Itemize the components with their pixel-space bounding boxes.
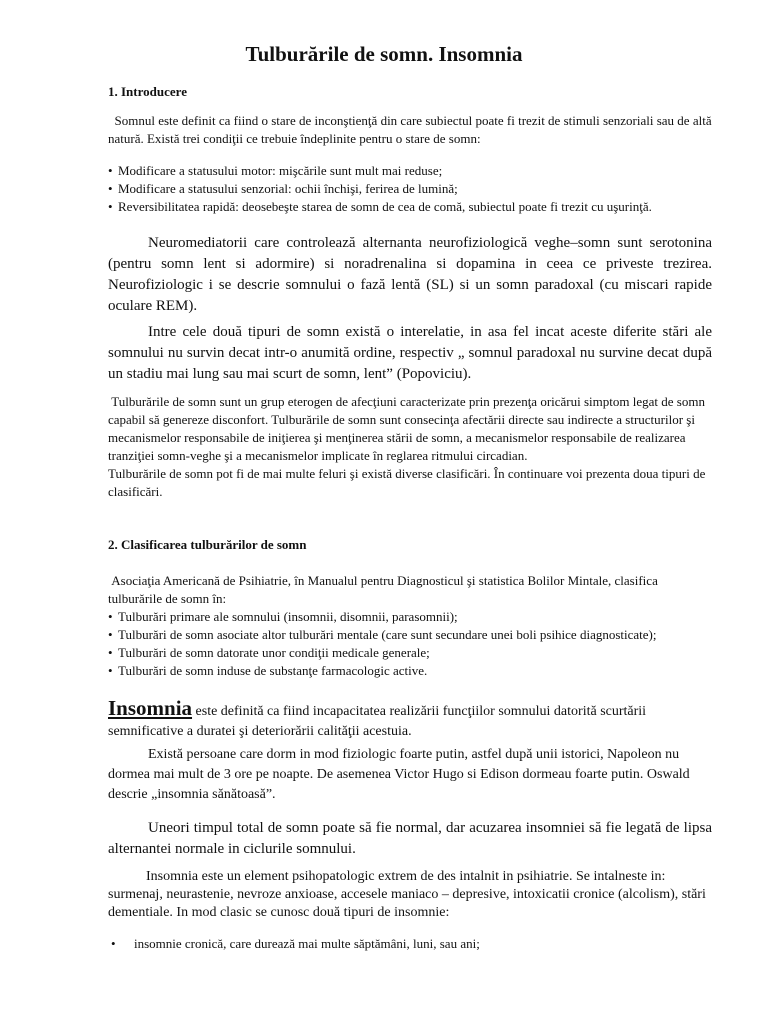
section-heading-introducere: 1. Introducere [108,84,187,99]
list-item-text: insomnie cronică, care durează mai multe săptămâni, luni, sau ani; [134,936,480,951]
section-heading-clasificarea: 2. Clasificarea tulburărilor de somn [108,537,307,552]
classification-paragraph [108,572,712,680]
list-item: • Tulburări de somn datorate unor condiţii medicale generale; [108,644,712,662]
sleep-types-paragraph: Intre cele două tipuri de somn există o interelatie, in asa fel incat aceste diferite stări ale somnului nu survin decat intr-o anumită ordine, respectiv „ somnul paradoxal nu survine decat după un stadiu mai lung sau mai scurt de somn, lent” (Popoviciu). [108,324,712,382]
conditions-list [108,162,712,216]
element-text: Insomnia este un element psihopatologic extrem de des intalnit in psihiatrie. Se intalneste in: surmenaj, neurastenie, nevroze anxioase, accesele maniaco – depresive, intoxicatii cronice (alcolism), stări dementiale. In mod clasic se cunosc două tipuri de insomnie: [108,869,706,920]
insomnia-timpul-paragraph: Uneori timpul total de somn poate să fie normal, dar acuzarea insomniei să fie legată de lipsa alternantei normale in ciclurile somnului. [108,820,712,857]
list-item: • Modificare a statusului motor: mişcările sunt mult mai reduse; [108,162,712,180]
insomnia-definition-text: este definită ca fiind incapacitatea realizării funcţiilor somnului datorită scurtării semnificative a duratei şi deteriorării calităţii acestuia. [108,704,647,739]
list-item: • Tulburări primare ale somnului (insomnii, disomnii, parasomnii); [108,608,712,626]
neuromediators-paragraph: Neuromediatorii care controlează alternanta neurofiziologică veghe–somn sunt serotonina (pentru somn lent si adormire) si noradrenalina si dopamina in ceea ce priveste trezirea. Neurofiziologic i se descrie somnului o fază lentă (SL) si un somn paradoxal (cu miscari rapide oculare REM). [108,235,712,314]
list-item: • Tulburări de somn asociate altor tulburări mentale (care sunt secundare unei boli psihice diagnosticate); [108,626,712,644]
insomnia-persons-paragraph [108,745,712,805]
insomnia-definition [108,698,712,742]
intro-text: Somnul este definit ca fiind o stare de inconştienţă din care subiectul poate fi trezit de stimuli senzoriali sau de altă natură. Există trei condiţii ce trebuie îndeplinite pentru o stare de somn: [108,113,712,146]
persons-text: Există persoane care dorm in mod fiziologic foarte putin, astfel după unii istorici, Napoleon nu dormea mai mult de 3 ore pe noapte. De asemenea Victor Hugo si Edison dormeau foarte putin. Oswald descrie „insomnia sănătoasă”. [108,747,690,802]
page-title: Tulburările de somn. Insomnia [245,42,523,66]
intro-paragraph [108,112,712,148]
list-item: • Modificare a statusului senzorial: ochii închişi, ferirea de lumină; [108,180,712,198]
bullet-icon: • [111,936,116,951]
disorders-text: Tulburările de somn sunt un grup eterogen de afecţiuni caracterizate prin prezenţa oricărui simptom legat de somn capabil să genereze disconfort. Tulburările de somn sunt consecinţa afectării directe sau indirecte a structurilor şi mecanismelor responsabile de iniţierea şi menţinerea stării de somn, a mecanismelor responsabile de realizarea tranziţiei somn-veghe şi a mecanismelor implicate în reglarea ritmului circadian. [108,394,705,463]
classification-text: Asociaţia Americană de Psihiatrie, în Manualul pentru Diagnosticul şi statistica Bolilor Mintale, clasifica tulburările de somn în: [108,573,658,606]
list-item: • Reversibilitatea rapidă: deosebeşte starea de somn de cea de comă, subiectul poate fi trezit cu uşurinţă. [108,198,712,216]
insomnia-term: Insomnia [108,696,193,720]
sleep-disorders-paragraph [108,393,712,501]
insomnia-element-paragraph [108,868,712,922]
disorders-types-text: Tulburările de somn pot fi de mai multe feluri şi există diverse clasificări. În continuare voi prezenta doua tipuri de clasificări. [108,466,706,499]
list-item: • Tulburări de somn induse de substanţe farmacologic active. [108,662,712,680]
